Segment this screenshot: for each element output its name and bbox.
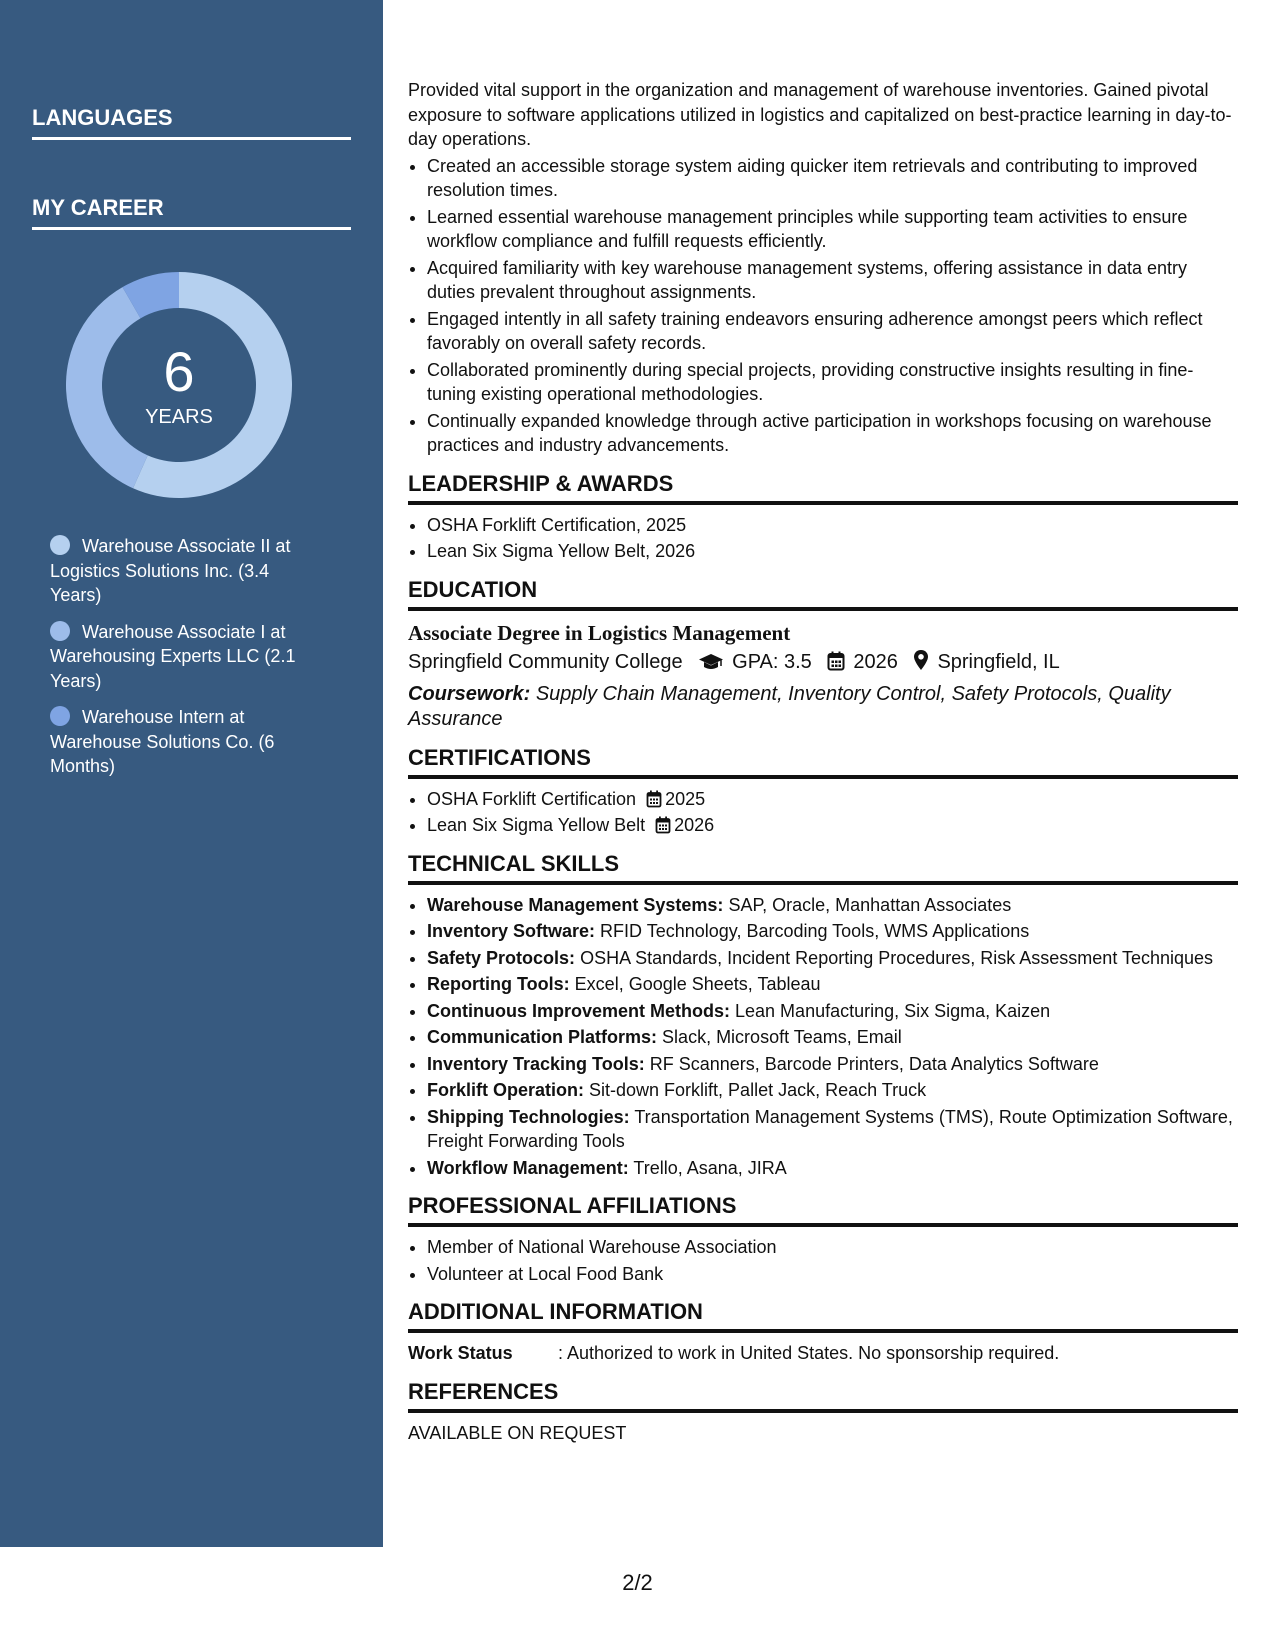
skill-value: Lean Manufacturing, Six Sigma, Kaizen (735, 1000, 1051, 1021)
leadership-item: • Lean Six Sigma Yellow Belt, 2026 (427, 539, 1238, 564)
skill-value: Transportation Management Systems (TMS), Route Optimization Software, Freight Forwarding Tools (427, 1106, 1233, 1151)
career-donut-chart (66, 272, 292, 498)
experience-bullet: • Acquired familiarity with key warehouse management systems, offering assistance in data entry duties prevalent throughout assignments. (427, 256, 1238, 305)
certifications-list (408, 787, 1238, 838)
work-status-row (408, 1341, 1238, 1366)
experience-intro: Provided vital support in the organization and management of warehouse inventories. Gained pivotal exposure to software applications utilized in logistics and capitalized on best-practice learning in day-to-day operations. (408, 80, 1232, 149)
gpa: GPA: 3.5 (732, 650, 812, 673)
work-status-label: Work Status (408, 1343, 513, 1363)
additional-info-heading: ADDITIONAL INFORMATION (408, 1298, 1238, 1333)
skill-item (427, 1025, 1238, 1050)
skills-list (408, 893, 1238, 1181)
calendar-icon (655, 816, 671, 834)
affiliations-list (408, 1235, 1238, 1286)
certification-name: Lean Six Sigma Yellow Belt (427, 815, 646, 835)
skill-label: Inventory Software: (427, 921, 596, 941)
skill-label: Forklift Operation: (427, 1080, 584, 1100)
graduation-cap-icon (698, 650, 724, 680)
skill-value: Slack, Microsoft Teams, Email (662, 1027, 902, 1047)
certification-year: 2025 (665, 788, 706, 809)
coursework-label: Coursework: (408, 682, 531, 705)
certification-year: 2026 (674, 815, 715, 835)
career-item-label: Warehouse Associate I at Warehousing Experts LLC (2.1 Years) (50, 621, 296, 691)
work-status-value: : Authorized to work in United States. No sponsorship required. (558, 1343, 1060, 1363)
skill-label: Reporting Tools: (427, 974, 570, 994)
sidebar (0, 0, 383, 1547)
certification-item (427, 787, 1238, 812)
legend-dot-icon (50, 535, 70, 555)
skill-label: Continuous Improvement Methods: (427, 1000, 730, 1021)
skill-value: Excel, Google Sheets, Tableau (574, 974, 821, 994)
skill-label: Safety Protocols: (427, 947, 576, 968)
experience-bullet: • Continually expanded knowledge through active participation in workshops focusing on warehouse practices and industry advancements. (427, 409, 1238, 458)
calendar-icon (827, 650, 845, 680)
certification-item (427, 813, 1238, 838)
experience-bullet: • Collaborated prominently during special projects, providing constructive insights resulting in fine-tuning existing operational methodologies. (427, 358, 1238, 407)
legend-dot-icon (50, 706, 70, 726)
career-item-label: Warehouse Associate II at Logistics Solutions Inc. (3.4 Years) (50, 536, 291, 605)
skill-item (427, 919, 1238, 944)
career-item (50, 534, 320, 608)
experience-bullets (408, 154, 1238, 458)
coursework-list: Supply Chain Management, Inventory Control, Safety Protocols, Quality Assurance (408, 682, 1171, 730)
leadership-heading: LEADERSHIP & AWARDS (408, 470, 1238, 505)
certification-name: OSHA Forklift Certification (427, 788, 637, 809)
references-text: AVAILABLE ON REQUEST (408, 1422, 627, 1443)
affiliation-item: • Volunteer at Local Food Bank (427, 1262, 1238, 1287)
references-heading: REFERENCES (408, 1378, 1238, 1413)
school-name: Springfield Community College (408, 650, 683, 673)
experience-bullet: • Engaged intently in all safety training endeavors ensuring adherence amongst peers which reflect favorably on overall safety records. (427, 307, 1238, 356)
school-line (408, 647, 1238, 680)
skill-item (427, 893, 1238, 918)
career-heading: MY CAREER (32, 195, 351, 230)
leadership-list (408, 513, 1238, 564)
education-heading: EDUCATION (408, 576, 1238, 611)
graduation-year: 2026 (853, 650, 898, 673)
career-item-label: Warehouse Intern at Warehouse Solutions Co. (6 Months) (50, 707, 275, 776)
skill-item (427, 1078, 1238, 1103)
career-years-number: 6 (163, 340, 195, 403)
skill-value: Sit-down Forklift, Pallet Jack, Reach Truck (589, 1080, 927, 1100)
skill-item (427, 1156, 1238, 1181)
career-item (50, 620, 320, 694)
skill-value: Trello, Asana, JIRA (633, 1157, 787, 1178)
career-list (50, 534, 320, 791)
degree-title: Associate Degree in Logistics Management (408, 620, 791, 645)
leadership-item: • OSHA Forklift Certification, 2025 (427, 513, 1238, 538)
page-number: 2/2 (622, 1570, 653, 1595)
skill-item (427, 1052, 1238, 1077)
affiliations-heading: PROFESSIONAL AFFILIATIONS (408, 1192, 1238, 1227)
languages-heading: LANGUAGES (32, 105, 351, 140)
calendar-icon (646, 790, 662, 808)
skills-heading: TECHNICAL SKILLS (408, 850, 1238, 885)
skill-label: Warehouse Management Systems: (427, 894, 724, 915)
skill-value: OSHA Standards, Incident Reporting Procedures, Risk Assessment Techniques (580, 947, 1214, 968)
skill-value: SAP, Oracle, Manhattan Associates (728, 894, 1012, 915)
skill-item (427, 999, 1238, 1024)
experience-bullet: • Learned essential warehouse management principles while supporting team activities to ensure workflow compliance and fulfill requests efficiently. (427, 205, 1238, 254)
main-content (408, 78, 1238, 1445)
map-pin-icon (913, 649, 929, 680)
certifications-heading: CERTIFICATIONS (408, 744, 1238, 779)
affiliation-item: • Member of National Warehouse Association (427, 1235, 1238, 1260)
skill-label: Shipping Technologies: (427, 1106, 630, 1127)
legend-dot-icon (50, 621, 70, 641)
skill-value: RF Scanners, Barcode Printers, Data Analytics Software (649, 1053, 1099, 1074)
coursework (408, 682, 1238, 732)
career-item (50, 705, 320, 779)
skill-item (427, 1105, 1238, 1154)
skill-value: RFID Technology, Barcoding Tools, WMS Applications (600, 921, 1030, 941)
skill-item (427, 972, 1238, 997)
skill-label: Workflow Management: (427, 1157, 629, 1178)
skill-item (427, 946, 1238, 971)
school-location: Springfield, IL (937, 650, 1060, 673)
career-years-unit: YEARS (145, 406, 213, 428)
skill-label: Inventory Tracking Tools: (427, 1053, 645, 1074)
skill-label: Communication Platforms: (427, 1027, 658, 1047)
experience-bullet: • Created an accessible storage system aiding quicker item retrievals and contributing to improved resolution times. (427, 154, 1238, 203)
